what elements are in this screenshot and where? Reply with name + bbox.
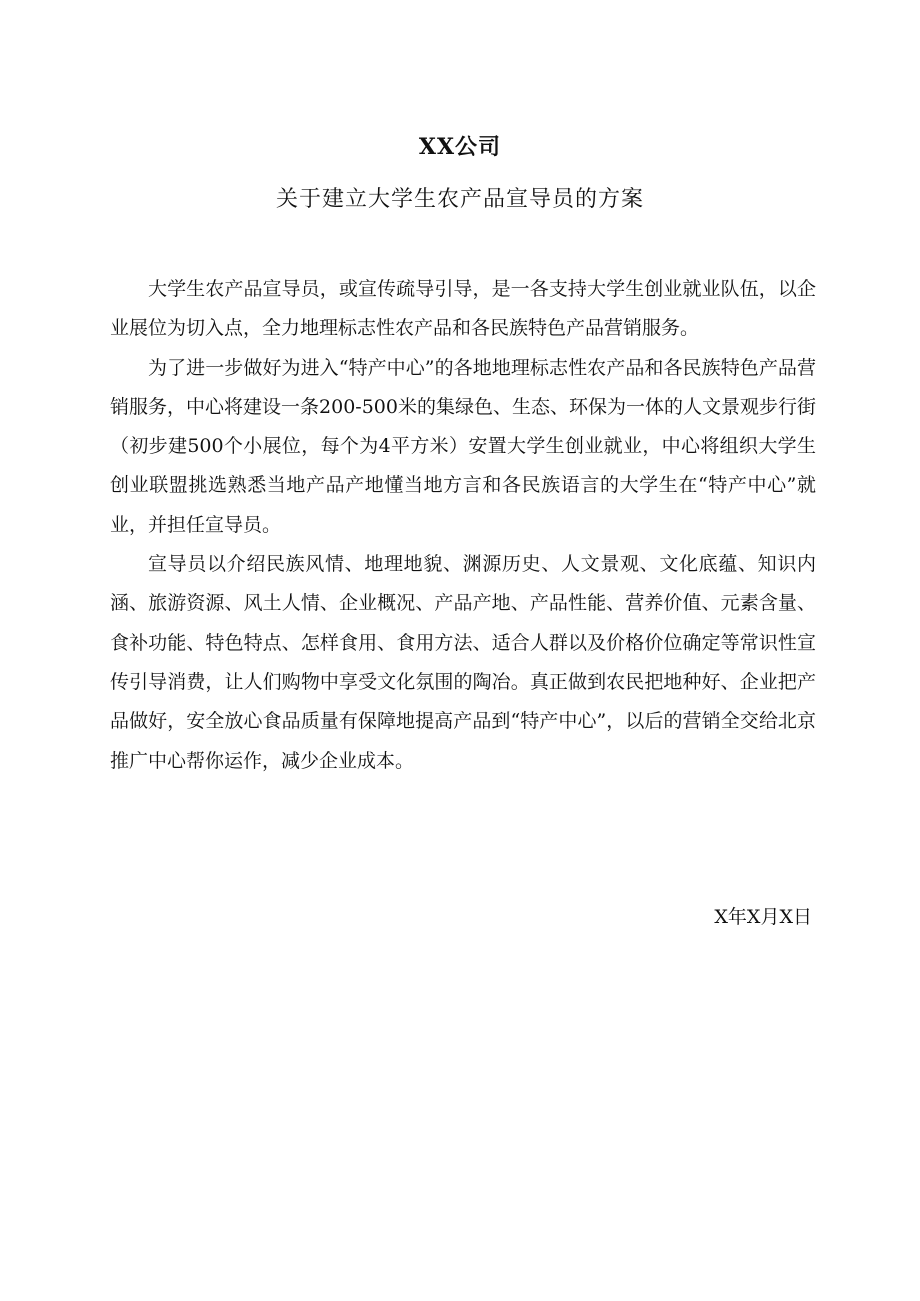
paragraph-plan: 为了进一步做好为进入“特产中心”的各地地理标志性农产品和各民族特色产品营销服务，中心将建设一条200-500米的集绿色、生态、环保为一体的人文景观步行街（初步建500个小展位，每个为4平方米）安置大学生创业就业，中心将组织大学生创业联盟挑选熟悉当地产品产地懂当地方言和各民族语言的大学生在“特产中心”就业，并担任宣导员。 <box>110 356 816 536</box>
document-body <box>110 270 816 781</box>
paragraph-intro: 大学生农产品宣导员，或宣传疏导引导，是一各支持大学生创业就业队伍，以企业展位为切入点，全力地理标志性农产品和各民族特色产品营销服务。 <box>110 278 816 340</box>
document-title: 关于建立大学生农产品宣导员的方案 <box>275 187 644 212</box>
document-date: X年X月X日 <box>714 906 812 928</box>
company-name: XX公司 <box>418 134 502 160</box>
paragraph-duties: 宣导员以介绍民族风情、地理地貌、渊源历史、人文景观、文化底蕴、知识内涵、旅游资源、风土人情、企业概况、产品产地、产品性能、营养价值、元素含量、食补功能、特色特点、怎样食用、食用方法、适合人群以及价格价位确定等常识性宣传引导消费，让人们购物中享受文化氛围的陶冶。真正做到农民把地种好、企业把产品做好，安全放心食品质量有保障地提高产品到“特产中心”，以后的营销全交给北京推广中心帮你运作，减少企业成本。 <box>110 553 816 772</box>
